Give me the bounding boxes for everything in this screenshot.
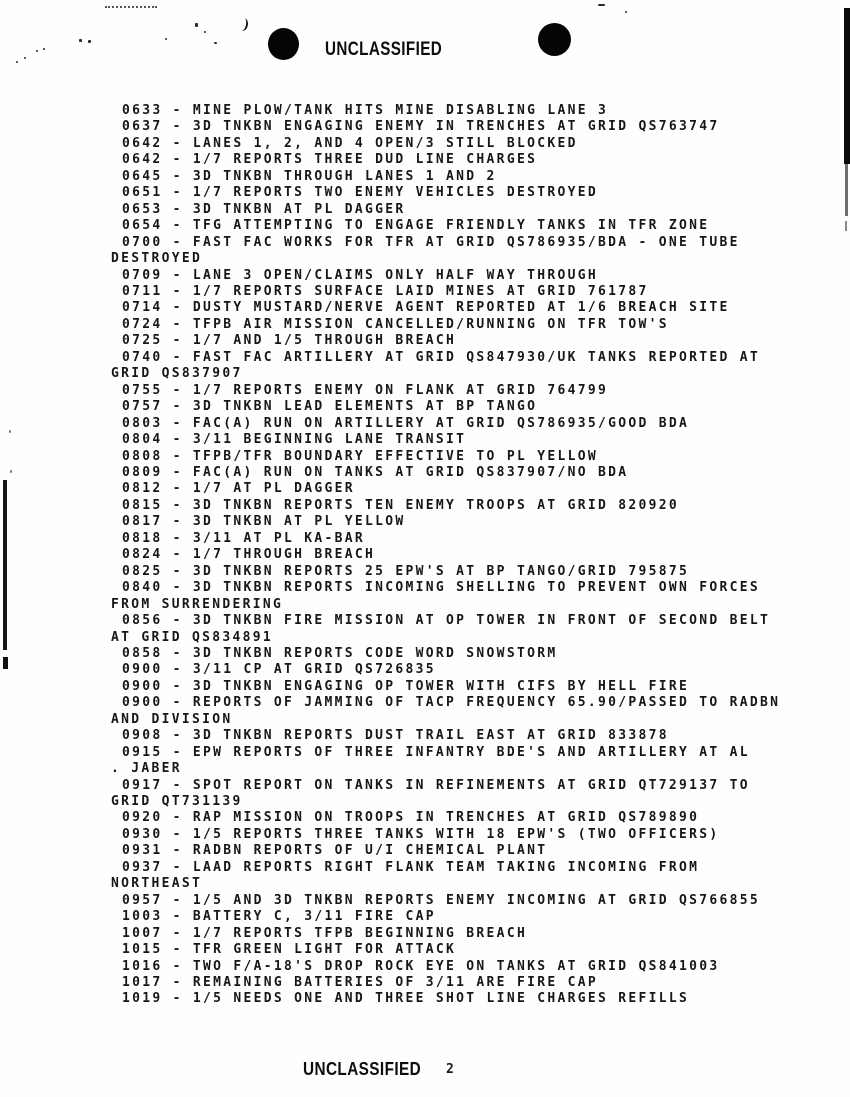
header-classification: UNCLASSIFIED	[325, 39, 443, 60]
log-line: 0809 - FAC(A) RUN ON TANKS AT GRID QS837907/NO BDA	[122, 464, 629, 480]
log-line: 0725 - 1/7 AND 1/5 THROUGH BREACH	[122, 333, 457, 349]
scan-speck	[43, 48, 45, 50]
footer-classification: UNCLASSIFIED	[303, 1059, 422, 1079]
page-edge-line-right-fade	[845, 164, 848, 216]
log-line: . JABER	[111, 761, 182, 777]
log-line: 0915 - EPW REPORTS OF THREE INFANTRY BDE'S AND ARTILLERY AT AL	[122, 744, 750, 760]
log-line: 0815 - 3D TNKBN REPORTS TEN ENEMY TROOPS AT GRID 820920	[122, 497, 679, 513]
log-line: 0724 - TFPB AIR MISSION CANCELLED/RUNNING ON TFR TOW'S	[122, 316, 669, 332]
log-line: 0651 - 1/7 REPORTS TWO ENEMY VEHICLES DESTROYED	[122, 185, 598, 201]
log-line: 0858 - 3D TNKBN REPORTS CODE WORD SNOWSTORM	[122, 645, 558, 661]
log-line: NORTHEAST	[111, 876, 203, 892]
log-line: 0755 - 1/7 REPORTS ENEMY ON FLANK AT GRID 764799	[122, 382, 609, 398]
log-line: DESTROYED	[111, 251, 203, 267]
page-edge-tick-left	[3, 657, 8, 669]
log-line: 0803 - FAC(A) RUN ON ARTILLERY AT GRID QS786935/GOOD BDA	[122, 415, 690, 431]
log-line: 0856 - 3D TNKBN FIRE MISSION AT OP TOWER IN FRONT OF SECOND BELT	[122, 613, 771, 629]
log-line: 1015 - TFR GREEN LIGHT FOR ATTACK	[122, 942, 457, 958]
log-line: AT GRID QS834891	[111, 629, 274, 645]
log-line: FROM SURRENDERING	[111, 596, 284, 612]
log-line: GRID QS837907	[111, 366, 243, 382]
scan-speck	[9, 430, 11, 433]
log-line: 0642 - LANES 1, 2, AND 4 OPEN/3 STILL BLOCKED	[122, 135, 578, 151]
log-line: 0642 - 1/7 REPORTS THREE DUD LINE CHARGES	[122, 152, 538, 168]
log-line: 0645 - 3D TNKBN THROUGH LANES 1 AND 2	[122, 168, 497, 184]
scan-speck	[79, 39, 82, 42]
hole-punch-dot-left	[268, 28, 299, 60]
log-line: 0740 - FAST FAC ARTILLERY AT GRID QS847930/UK TANKS REPORTED AT	[122, 349, 760, 365]
log-line: 0653 - 3D TNKBN AT PL DAGGER	[122, 201, 406, 217]
scan-speck	[204, 31, 206, 33]
log-line: 0917 - SPOT REPORT ON TANKS IN REFINEMENTS AT GRID QT729137 TO	[122, 777, 750, 793]
scan-speck	[625, 11, 627, 13]
log-line: 0931 - RADBN REPORTS OF U/I CHEMICAL PLANT	[122, 843, 548, 859]
log-line: 0818 - 3/11 AT PL KA-BAR	[122, 530, 366, 546]
log-line: 0757 - 3D TNKBN LEAD ELEMENTS AT BP TANGO	[122, 399, 538, 415]
scan-speck	[195, 23, 198, 27]
log-line: 0930 - 1/5 REPORTS THREE TANKS WITH 18 EPW'S (TWO OFFICERS)	[122, 826, 720, 842]
log-line: 1019 - 1/5 NEEDS ONE AND THREE SHOT LINE CHARGES REFILLS	[122, 991, 690, 1007]
log-line: 1003 - BATTERY C, 3/11 FIRE CAP	[122, 909, 436, 925]
log-line: 0957 - 1/5 AND 3D TNKBN REPORTS ENEMY INCOMING AT GRID QS766855	[122, 892, 760, 908]
log-line: 0654 - TFG ATTEMPTING TO ENGAGE FRIENDLY TANKS IN TFR ZONE	[122, 218, 710, 234]
scan-speck	[214, 42, 217, 44]
log-line: 0920 - RAP MISSION ON TROOPS IN TRENCHES AT GRID QS789890	[122, 810, 700, 826]
hole-punch-dot-right	[538, 23, 571, 56]
log-line: 0825 - 3D TNKBN REPORTS 25 EPW'S AT BP TANGO/GRID 795875	[122, 563, 690, 579]
log-line: 0812 - 1/7 AT PL DAGGER	[122, 481, 355, 497]
scan-speck	[598, 4, 605, 6]
log-line: GRID QT731139	[111, 794, 243, 810]
scan-speck	[24, 57, 26, 59]
log-line: 0637 - 3D TNKBN ENGAGING ENEMY IN TRENCHES AT GRID QS763747	[122, 119, 720, 135]
log-line: 0900 - 3D TNKBN ENGAGING OP TOWER WITH CIFS BY HELL FIRE	[122, 678, 690, 694]
page-edge-tick-right	[845, 221, 847, 231]
log-line: 0840 - 3D TNKBN REPORTS INCOMING SHELLING TO PREVENT OWN FORCES	[122, 580, 760, 596]
log-line: 0709 - LANE 3 OPEN/CLAIMS ONLY HALF WAY THROUGH	[122, 267, 598, 283]
log-line: 0633 - MINE PLOW/TANK HITS MINE DISABLING LANE 3	[122, 103, 609, 118]
log-line: 1016 - TWO F/A-18'S DROP ROCK EYE ON TANKS AT GRID QS841003	[122, 958, 720, 974]
scan-speck	[36, 50, 38, 52]
log-line: 0900 - 3/11 CP AT GRID QS726835	[122, 662, 436, 678]
log-line: 0908 - 3D TNKBN REPORTS DUST TRAIL EAST AT GRID 833878	[122, 728, 669, 744]
log-line: 0937 - LAAD REPORTS RIGHT FLANK TEAM TAKING INCOMING FROM	[122, 859, 700, 875]
log-line: 1007 - 1/7 REPORTS TFPB BEGINNING BREACH	[122, 925, 528, 941]
log-line: 0900 - REPORTS OF JAMMING OF TACP FREQUENCY 65.90/PASSED TO RADBN	[122, 695, 781, 711]
log-line: 0817 - 3D TNKBN AT PL YELLOW	[122, 514, 406, 530]
log-line: 0804 - 3/11 BEGINNING LANE TRANSIT	[122, 432, 467, 448]
log-line: 0700 - FAST FAC WORKS FOR TFR AT GRID QS786935/BDA - ONE TUBE	[122, 234, 740, 250]
scan-speck	[237, 17, 249, 32]
scan-speck	[105, 6, 157, 8]
log-line: 0714 - DUSTY MUSTARD/NERVE AGENT REPORTED AT 1/6 BREACH SITE	[122, 300, 730, 316]
log-line: 0824 - 1/7 THROUGH BREACH	[122, 547, 376, 563]
page-edge-line-left	[3, 480, 7, 650]
scan-speck	[165, 38, 167, 40]
log-line: 0711 - 1/7 REPORTS SURFACE LAID MINES AT GRID 761787	[122, 283, 649, 299]
page-number: 2	[446, 1062, 454, 1077]
log-line: 0808 - TFPB/TFR BOUNDARY EFFECTIVE TO PL YELLOW	[122, 448, 598, 464]
log-line: AND DIVISION	[111, 711, 233, 727]
log-line: 1017 - REMAINING BATTERIES OF 3/11 ARE FIRE CAP	[122, 975, 598, 991]
scan-speck	[10, 470, 12, 473]
scan-speck	[16, 61, 18, 63]
log-lines	[111, 103, 821, 1008]
page-edge-line-right	[844, 8, 850, 164]
scan-speck	[88, 40, 91, 43]
